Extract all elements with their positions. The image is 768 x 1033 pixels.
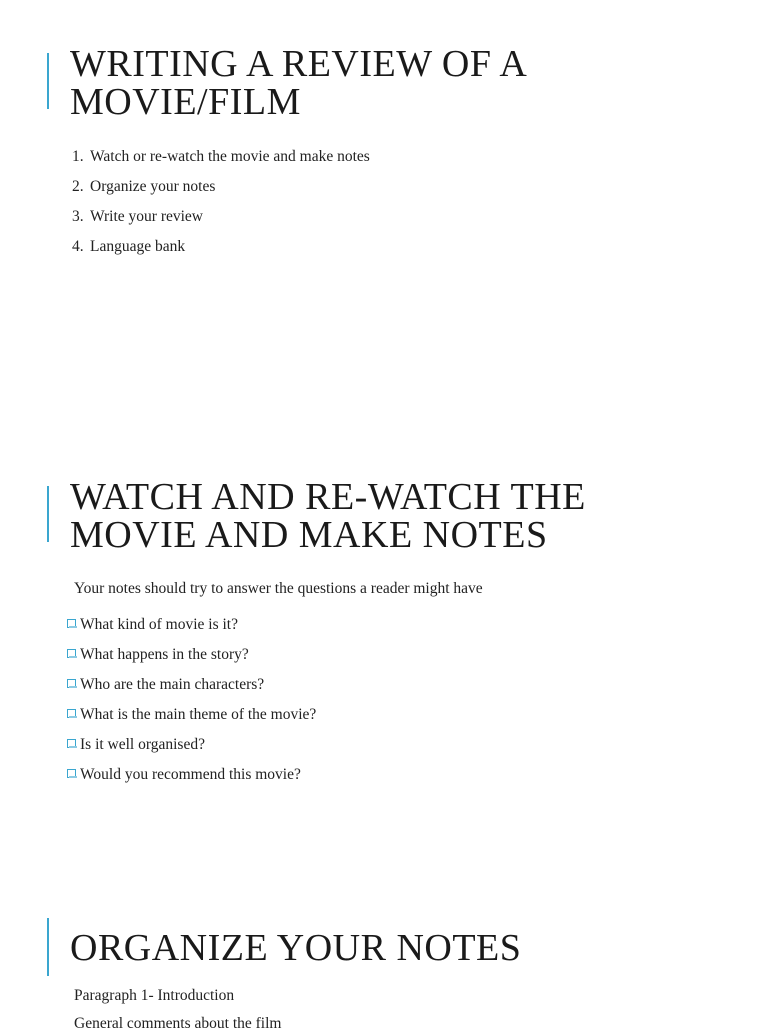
list-item: Would you recommend this movie? xyxy=(67,760,316,790)
list-item: What kind of movie is it? xyxy=(67,610,316,640)
paragraph-1-label: Paragraph 1- Introduction xyxy=(74,987,235,1004)
paragraph-1-subtext: General comments about the film xyxy=(74,1015,282,1032)
title-line-2: MOVIE/FILM xyxy=(70,81,301,123)
section-title: ORGANIZE YOUR NOTES xyxy=(70,927,522,969)
list-item: Is it well organised? xyxy=(67,730,316,760)
list-item: 2. Organize your notes xyxy=(72,178,216,195)
title-line-1: WATCH AND RE-WATCH THE xyxy=(70,476,586,518)
list-item: What happens in the story? xyxy=(67,640,316,670)
title-accent-bar xyxy=(47,918,49,976)
notes-intro: Your notes should try to answer the questions a reader might have xyxy=(74,580,483,597)
list-item: 4. Language bank xyxy=(72,238,186,255)
title-line-2: MOVIE AND MAKE NOTES xyxy=(70,514,548,556)
title-line-1: WRITING A REVIEW OF A xyxy=(70,43,528,85)
list-item: Who are the main characters? xyxy=(67,670,316,700)
list-item: What is the main theme of the movie? xyxy=(67,700,316,730)
list-item: 3. Write your review xyxy=(72,208,203,225)
list-item: 1. Watch or re-watch the movie and make notes xyxy=(72,148,370,165)
